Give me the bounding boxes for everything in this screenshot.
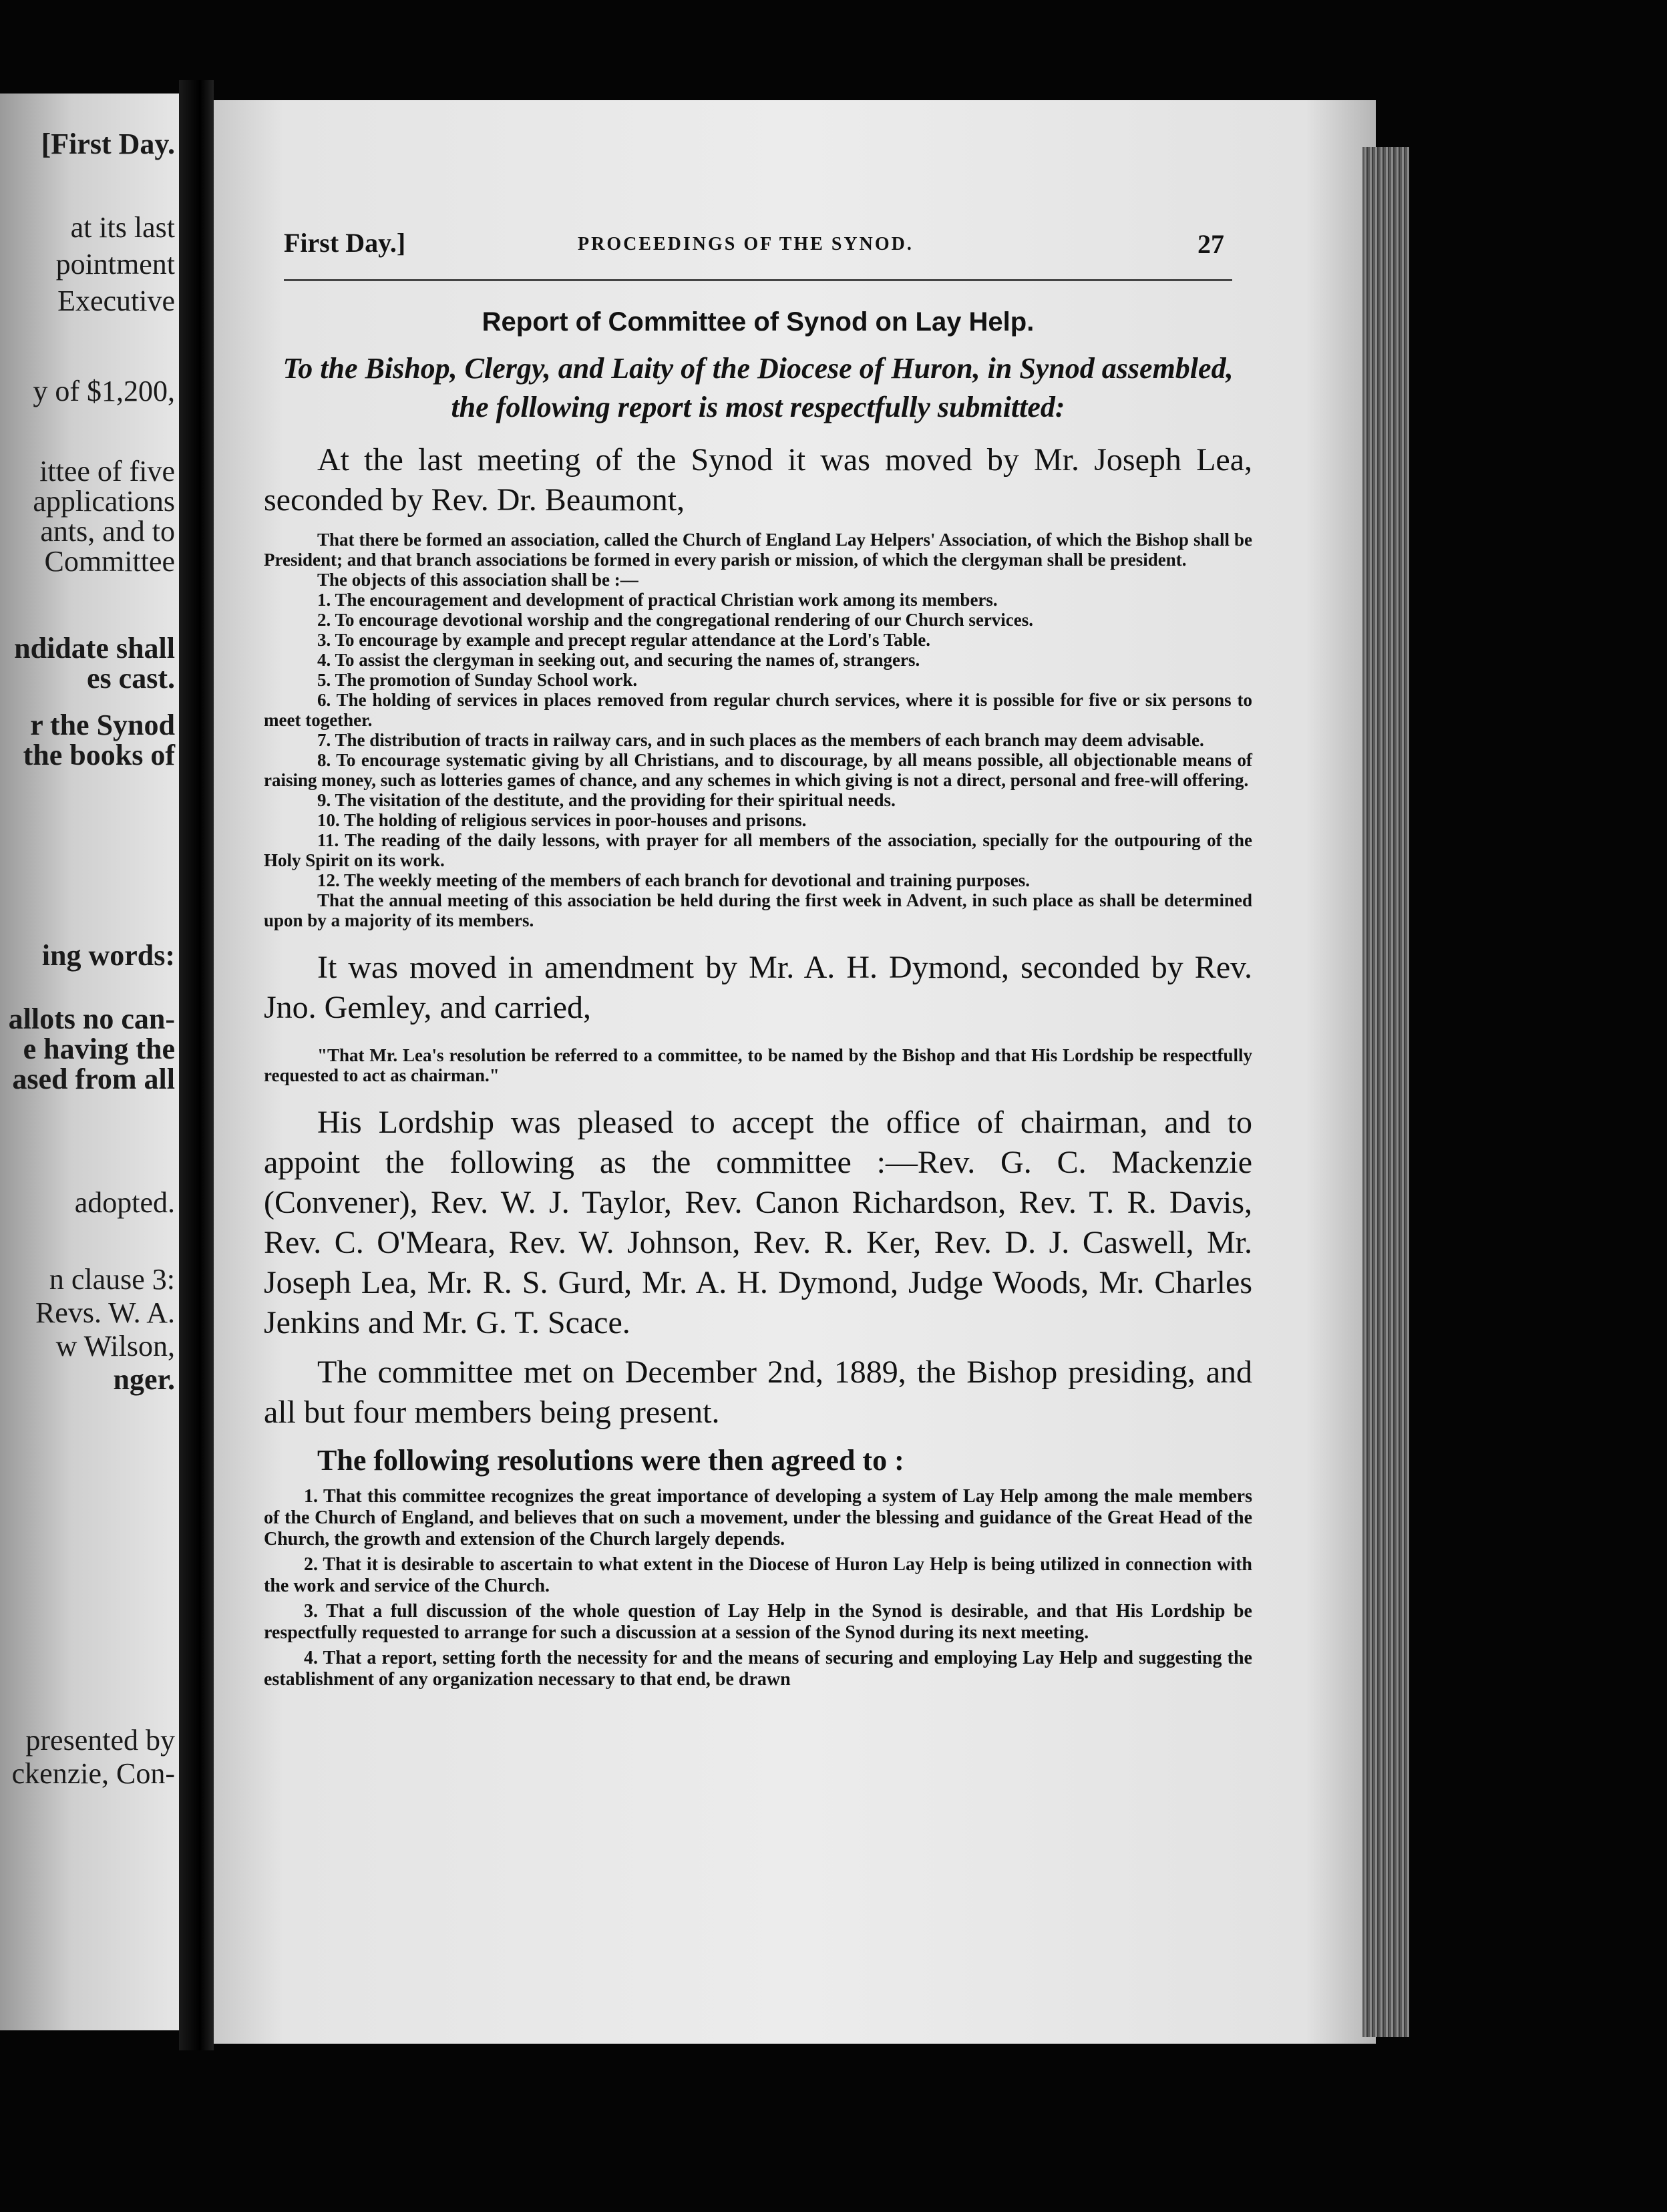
resolutions-intro: The following resolutions were then agreed to : <box>317 1444 904 1477</box>
header-running-title: PROCEEDINGS OF THE SYNOD. <box>578 234 914 254</box>
left-page-line: y of $1,200, <box>33 375 175 407</box>
salutation: To the Bishop, Clergy, and Laity of the Diocese of Huron, in Synod assembled, the following report is most respectfully submitted: <box>283 352 1234 423</box>
page <box>214 100 1376 2044</box>
amendment-quote: "That Mr. Lea's resolution be referred to a committee, to be named by the Bishop and that His Lordship be respectfully requested to act as chairman." <box>264 1045 1252 1085</box>
motion-item: 3. To encourage by example and precept regular attendance at the Lord's Table. <box>317 630 931 650</box>
left-page-line: pointment <box>55 248 175 281</box>
motion-item: 11. The reading of the daily lessons, with prayer for all members of the association, specially for the outpouring of the Holy Spirit on its work. <box>264 830 1252 870</box>
left-page-line: es cast. <box>87 662 175 695</box>
motion-item: 10. The holding of religious services in poor-houses and prisons. <box>317 810 807 830</box>
header-day-label: First Day.] <box>284 228 406 258</box>
left-page-line: ckenzie, Con- <box>11 1757 175 1790</box>
left-page-line: Revs. W. A. <box>35 1296 175 1329</box>
running-header <box>214 227 1376 267</box>
resolutions-list <box>264 1486 1252 1690</box>
motion-item: 2. To encourage devotional worship and the congregational rendering of our Church services. <box>317 610 1034 630</box>
left-page-line: r the Synod <box>30 709 175 741</box>
left-page-line: Executive <box>57 285 175 317</box>
motion-item: 6. The holding of services in places removed from regular church services, where it is possible for five or six persons to meet together. <box>264 690 1252 730</box>
resolution-item: 4. That a report, setting forth the necessity for and the means of securing and employing Lay Help and suggesting the establishment of any organization necessary to that end, be drawn <box>264 1648 1252 1690</box>
motion-intro: That there be formed an association, called the Church of England Lay Helpers' Association, of which the Bishop shall be President; and that branch associations be formed in every parish or mission, of which the clergyman shall be president. <box>264 530 1252 570</box>
left-page-line: ing words: <box>41 939 175 972</box>
page-number: 27 <box>1197 229 1224 259</box>
meeting-paragraph: The committee met on December 2nd, 1889, the Bishop presiding, and all but four members being present. <box>264 1354 1252 1430</box>
resolution-item: 1. That this committee recognizes the great importance of developing a system of Lay Help among the male members of the Church of England, and believes that on such a movement, under the blessing and guidance of the Great Head of the Church, the growth and extension of the Church largely depends. <box>264 1486 1252 1549</box>
motion-objects-intro: The objects of this association shall be :— <box>317 570 638 590</box>
left-page-line: [First Day. <box>41 128 175 160</box>
resolution-item: 2. That it is desirable to ascertain to what extent in the Diocese of Huron Lay Help is being utilized in connection with the work and service of the Church. <box>264 1554 1252 1596</box>
left-page-line: n clause 3: <box>49 1263 175 1296</box>
opening-paragraph: At the last meeting of the Synod it was moved by Mr. Joseph Lea, seconded by Rev. Dr. Beaumont, <box>264 442 1252 518</box>
motion-item: 12. The weekly meeting of the members of each branch for devotional and training purposes. <box>317 870 1030 890</box>
amendment-paragraph: It was moved in amendment by Mr. A. H. Dymond, seconded by Rev. Jno. Gemley, and carried, <box>264 950 1252 1025</box>
left-page-line: ants, and to <box>40 515 175 548</box>
motion-item: 8. To encourage systematic giving by all Christians, and to discourage, by all means possible, all objectionable means of raising money, such as lotteries games of chance, and any schemes in which giving is not a direct, personal and free-will offering. <box>264 750 1252 790</box>
left-facing-page <box>0 94 179 2030</box>
motion-closing: That the annual meeting of this association be held during the first week in Advent, in such place as shall be determined upon by a majority of its members. <box>264 890 1252 930</box>
left-page-line: applications <box>33 485 175 518</box>
motion-items <box>264 590 1252 890</box>
left-page-line: at its last <box>70 211 175 244</box>
committee-paragraph: His Lordship was pleased to accept the office of chairman, and to appoint the following as the committee :—Rev. G. C. Mackenzie (Convener), Rev. W. J. Taylor, Rev. Canon Richardson, Rev. T. R. Davis, Rev. C. O'Meara, Rev. W. Johnson, Rev. R. Ker, Rev. D. J. Caswell, Mr. Joseph Lea, Mr. R. S. Gurd, Mr. A. H. Dymond, Judge Woods, Mr. Charles Jenkins and Mr. G. T. Scace. <box>264 1105 1252 1340</box>
page-edge <box>1362 147 1409 2037</box>
left-page-line: e having the <box>23 1033 175 1065</box>
left-page-line: ndidate shall <box>14 632 175 665</box>
left-page-line: adopted. <box>74 1186 175 1219</box>
motion-item: 7. The distribution of tracts in railway cars, and in such places as the members of each branch may deem advisable. <box>317 730 1204 750</box>
header-rule <box>284 279 1232 281</box>
report-title: Report of Committee of Synod on Lay Help. <box>482 307 1035 337</box>
left-page-line: w Wilson, <box>55 1330 175 1362</box>
left-page-line: ased from all <box>12 1063 175 1095</box>
left-page-line: ittee of five <box>39 455 175 488</box>
page-body <box>264 307 1252 1694</box>
left-page-line: presented by <box>25 1724 175 1757</box>
left-page-line: the books of <box>23 739 175 771</box>
motion-item: 1. The encouragement and development of practical Christian work among its members. <box>317 590 998 610</box>
motion-item: 4. To assist the clergyman in seeking out, and securing the names of, strangers. <box>317 650 920 670</box>
left-page-line: Committee <box>44 545 175 578</box>
left-page-line: nger. <box>113 1363 175 1396</box>
resolution-item: 3. That a full discussion of the whole question of Lay Help in the Synod is desirable, and that His Lordship be respectfully requested to arrange for such a discussion at a session of the Synod during its next meeting. <box>264 1601 1252 1643</box>
left-page-line: allots no can- <box>8 1002 175 1035</box>
motion-item: 9. The visitation of the destitute, and the providing for their spiritual needs. <box>317 790 896 810</box>
motion-item: 5. The promotion of Sunday School work. <box>317 670 638 690</box>
book-gutter <box>179 80 214 2050</box>
motion-text <box>264 530 1252 930</box>
